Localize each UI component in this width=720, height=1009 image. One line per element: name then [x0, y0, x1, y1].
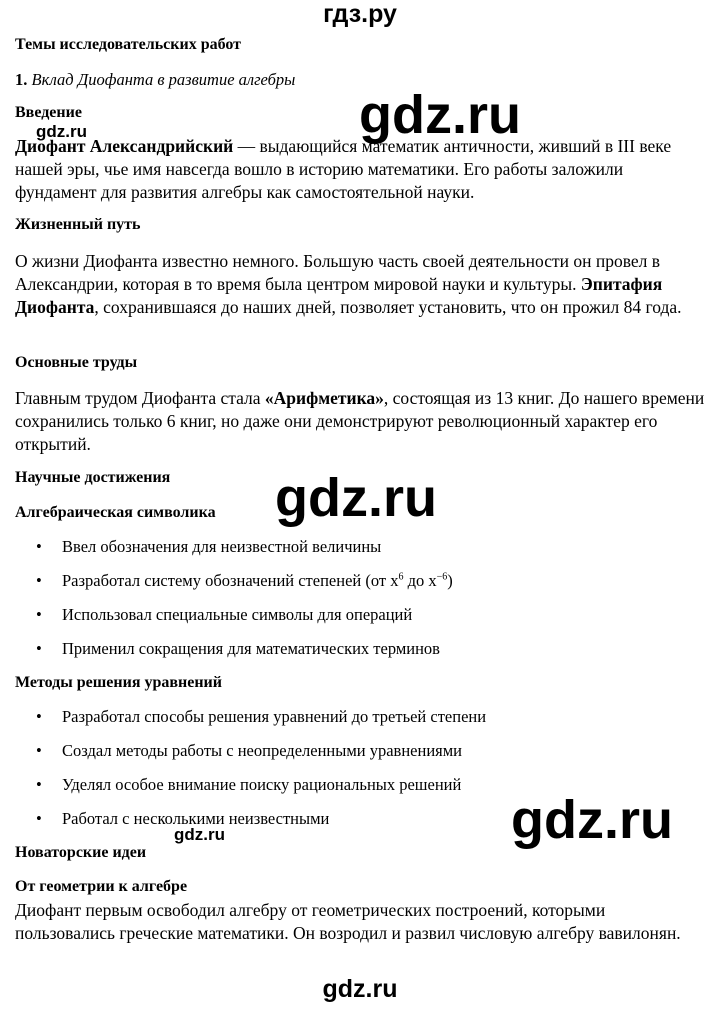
topic-number: 1. — [15, 70, 28, 89]
works-text-1: Главным трудом Диофанта стала — [15, 388, 265, 408]
list-item — [36, 537, 381, 557]
intro-text: — выдающийся математик античности, живший в III веке нашей эры, чье имя навсегда вошло в историю математики. Его работы заложили фундамент для развития алгебры как самостоятельной науки. — [15, 136, 672, 202]
life-paragraph — [15, 250, 707, 319]
life-bold: Эпитафия Диофанта — [15, 274, 663, 317]
list-item-text: Разработал систему обозначений степеней (от x — [62, 571, 399, 590]
works-paragraph — [15, 387, 707, 456]
list-item-text: Разработал способы решения уравнений до третьей степени — [62, 707, 487, 726]
list-item — [36, 605, 412, 625]
list-item-text: Использовал специальные символы для операций — [62, 605, 413, 624]
watermark-logo: gdz.ru — [275, 468, 437, 528]
watermark-logo: gdz.ru — [359, 85, 521, 145]
list-item-text: Применил сокращения для математических терминов — [62, 639, 440, 658]
intro-heading: Введение — [15, 104, 82, 121]
list-item — [36, 571, 453, 591]
life-text-2: , сохранившаяся до наших дней, позволяет установить, что он прожил 84 года. — [94, 297, 682, 317]
power-to: −6 — [436, 571, 448, 583]
bullet-icon: • — [36, 707, 42, 726]
topic-title: Вклад Диофанта в развитие алгебры — [31, 70, 296, 89]
bullet-icon: • — [36, 741, 42, 760]
science-heading: Научные достижения — [15, 469, 171, 486]
watermark-small: gdz.ru — [174, 825, 225, 844]
list-item — [36, 639, 440, 659]
list-item-text: Работал с несколькими неизвестными — [62, 809, 330, 828]
bullet-icon: • — [36, 809, 42, 828]
works-text-2: , состоящая из 13 книг. До нашего времени сохранились только 6 книг, но даже они демонстрируют революционный характер его открытий. — [15, 388, 705, 454]
list-item — [36, 775, 461, 795]
life-heading: Жизненный путь — [15, 216, 141, 233]
bullet-icon: • — [36, 605, 42, 624]
ideas-heading: Новаторские идеи — [15, 844, 147, 861]
list-item — [36, 741, 462, 761]
power-end: ) — [447, 571, 453, 590]
topic-line — [15, 70, 295, 90]
geo-paragraph: Диофант первым освободил алгебру от геометрических построений, которыми пользовались греческие математики. Он возродил и развил числовую алгебру вавилонян. — [15, 900, 681, 943]
list-item-text: Уделял особое внимание поиску рациональных решений — [62, 775, 462, 794]
methods-heading: Методы решения уравнений — [15, 674, 222, 691]
list-item-text: Ввел обозначения для неизвестной величины — [62, 537, 382, 556]
works-heading: Основные труды — [15, 354, 138, 371]
watermark-logo: gdz.ru — [511, 790, 673, 850]
life-text-1: О жизни Диофанта известно немного. Большую часть своей деятельности он провел в Александрии, которая в то время была центром мировой науки и культуры. — [15, 251, 661, 294]
power-from: 6 — [398, 571, 404, 583]
geo-heading: От геометрии к алгебре — [15, 878, 188, 895]
site-header[interactable]: гдз.ру — [323, 0, 397, 28]
intro-paragraph — [15, 135, 707, 204]
bullet-icon: • — [36, 571, 42, 590]
power-mid: до x — [403, 571, 437, 590]
site-footer[interactable]: gdz.ru — [322, 975, 398, 1003]
bullet-icon: • — [36, 639, 42, 658]
intro-name: Диофант Александрийский — [15, 136, 234, 156]
topics-heading: Темы исследовательских работ — [15, 36, 242, 53]
works-bold: «Арифметика» — [264, 388, 384, 408]
list-item — [36, 707, 486, 727]
bullet-icon: • — [36, 537, 42, 556]
list-item-text: Создал методы работы с неопределенными уравнениями — [62, 741, 463, 760]
symbol-heading: Алгебраическая символика — [15, 504, 216, 521]
bullet-icon: • — [36, 775, 42, 794]
watermark-small: gdz.ru — [36, 122, 87, 141]
